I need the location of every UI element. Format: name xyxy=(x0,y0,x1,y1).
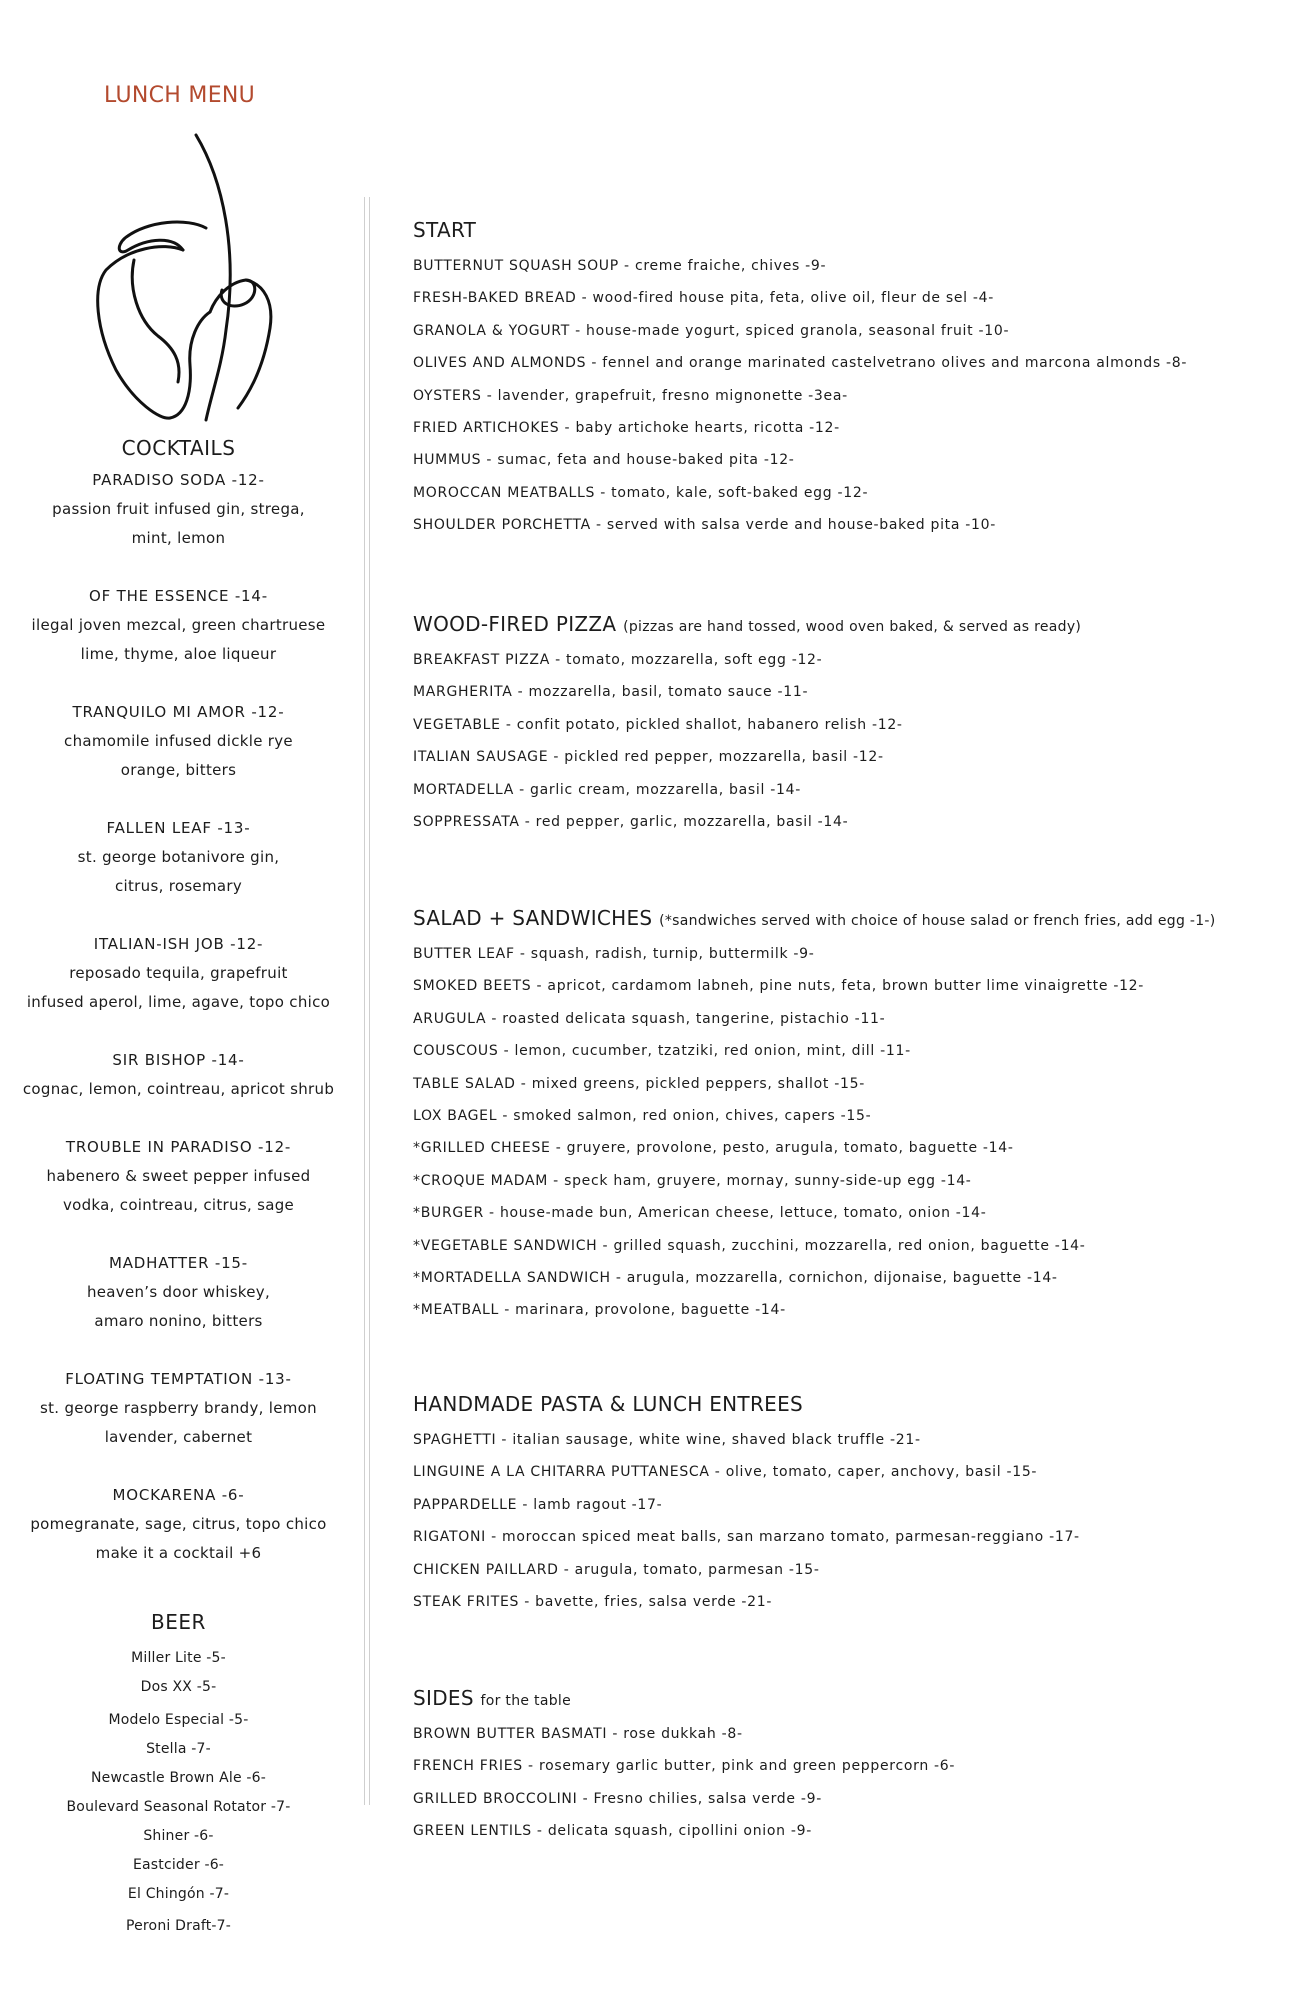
menu-item: ARUGULA - roasted delicata squash, tangerine, pistachio -11- xyxy=(413,1010,886,1027)
cocktail-ingredients: lime, thyme, aloe liqueur xyxy=(80,645,277,663)
cocktail-ingredients: citrus, rosemary xyxy=(114,877,243,895)
cocktail-item xyxy=(0,1365,357,1452)
cocktails-heading: COCKTAILS xyxy=(121,436,236,460)
beer-item: Eastcider -6- xyxy=(132,1857,225,1873)
cocktail-item xyxy=(0,1133,357,1220)
cocktail-name: FALLEN LEAF -13- xyxy=(106,819,251,837)
beer-item: Modelo Especial -5- xyxy=(108,1712,249,1728)
menu-item: *GRILLED CHEESE - gruyere, provolone, pesto, arugula, tomato, baguette -14- xyxy=(413,1140,1014,1157)
section-heading xyxy=(413,612,1273,636)
cocktail-item xyxy=(0,814,357,901)
menu-item: *VEGETABLE SANDWICH - grilled squash, zucchini, mozzarella, red onion, baguette -14- xyxy=(413,1237,1086,1254)
cocktail-item xyxy=(0,466,357,553)
beer-heading: BEER xyxy=(151,1610,206,1634)
beer-item: Newcastle Brown Ale -6- xyxy=(90,1770,267,1786)
menu-item: MOROCCAN MEATBALLS - tomato, kale, soft-baked egg -12- xyxy=(413,484,869,501)
menu-item: FRESH-BAKED BREAD - wood-fired house pita, feta, olive oil, fleur de sel -4- xyxy=(413,290,995,307)
cocktail-item xyxy=(0,1249,357,1336)
cocktail-item xyxy=(0,1046,357,1104)
section-heading xyxy=(413,218,1273,242)
menu-item: LINGUINE A LA CHITARRA PUTTANESCA - olive, tomato, caper, anchovy, basil -15- xyxy=(413,1464,1038,1481)
pizza-note: (pizzas are hand tossed, wood oven baked, & served as ready) xyxy=(623,619,1082,635)
cocktail-ingredients: mint, lemon xyxy=(131,529,226,547)
menu-item: OLIVES AND ALMONDS - fennel and orange marinated castelvetrano olives and marcona almonds -8- xyxy=(413,355,1188,372)
cocktail-ingredients: chamomile infused dickle rye xyxy=(64,732,293,750)
section-heading xyxy=(413,1392,1273,1416)
sides-heading: SIDES xyxy=(413,1686,474,1710)
menu-item: SHOULDER PORCHETTA - served with salsa verde and house-baked pita -10- xyxy=(413,517,997,534)
menu-item: *MEATBALL - marinara, provolone, baguette -14- xyxy=(413,1302,786,1319)
salad-heading: SALAD + SANDWICHES xyxy=(413,906,653,930)
beer-item: Miller Lite -5- xyxy=(131,1650,226,1666)
cocktail-ingredients: orange, bitters xyxy=(120,761,237,779)
menu-item: FRENCH FRIES - rosemary garlic butter, pink and green peppercorn -6- xyxy=(413,1758,956,1775)
menu-item: CHICKEN PAILLARD - arugula, tomato, parmesan -15- xyxy=(413,1561,820,1578)
pizza-section xyxy=(413,612,1273,838)
section-heading xyxy=(413,906,1273,930)
cocktail-ingredients: st. george raspberry brandy, lemon xyxy=(40,1399,317,1417)
salad-sandwiches-section xyxy=(413,906,1273,1327)
cocktail-item xyxy=(0,698,357,785)
menu-item: *CROQUE MADAM - speck ham, gruyere, mornay, sunny-side-up egg -14- xyxy=(413,1172,972,1189)
cocktail-name: OF THE ESSENCE -14- xyxy=(89,587,268,605)
cocktail-ingredients: passion fruit infused gin, strega, xyxy=(52,500,305,518)
menu-item: GRANOLA & YOGURT - house-made yogurt, spiced granola, seasonal fruit -10- xyxy=(413,322,1010,339)
sides-note: for the table xyxy=(480,1693,571,1709)
menu-item: VEGETABLE - confit potato, pickled shallot, habanero relish -12- xyxy=(413,716,903,733)
section-heading xyxy=(413,1686,1273,1710)
pasta-heading: HANDMADE PASTA & LUNCH ENTREES xyxy=(413,1392,804,1416)
cocktail-ingredients: reposado tequila, grapefruit xyxy=(69,964,288,982)
cocktails-section xyxy=(0,436,357,1597)
start-section xyxy=(413,218,1273,542)
pasta-section xyxy=(413,1392,1273,1618)
cocktail-ingredients: infused aperol, lime, agave, topo chico xyxy=(26,993,331,1011)
menu-item: OYSTERS - lavender, grapefruit, fresno mignonette -3ea- xyxy=(413,387,848,404)
menu-item: GREEN LENTILS - delicata squash, cipollini onion -9- xyxy=(413,1823,812,1840)
cocktail-ingredients: cognac, lemon, cointreau, apricot shrub xyxy=(22,1080,335,1098)
beer-item: Stella -7- xyxy=(146,1741,211,1757)
menu-item: BROWN BUTTER BASMATI - rose dukkah -8- xyxy=(413,1726,743,1742)
menu-item: MORTADELLA - garlic cream, mozzarella, basil -14- xyxy=(413,781,801,798)
cocktail-ingredients: ilegal joven mezcal, green chartruese xyxy=(31,616,326,634)
menu-item: SMOKED BEETS - apricot, cardamom labneh, pine nuts, feta, brown butter lime vinaigrette -12- xyxy=(413,978,1145,995)
menu-item: SPAGHETTI - italian sausage, white wine, shaved black truffle -21- xyxy=(413,1432,921,1448)
menu-item: GRILLED BROCCOLINI - Fresno chilies, salsa verde -9- xyxy=(413,1790,822,1807)
cocktail-item xyxy=(0,930,357,1017)
menu-title: LUNCH MENU xyxy=(104,83,256,108)
cocktail-name: PARADISO SODA -12- xyxy=(92,471,265,489)
menu-item: PAPPARDELLE - lamb ragout -17- xyxy=(413,1496,663,1513)
cocktail-name: FLOATING TEMPTATION -13- xyxy=(65,1370,292,1388)
cocktail-name: TRANQUILO MI AMOR -12- xyxy=(72,703,285,721)
pizza-heading: WOOD-FIRED PIZZA xyxy=(413,612,617,636)
start-heading: START xyxy=(413,218,477,242)
menu-item: *BURGER - house-made bun, American cheese, lettuce, tomato, onion -14- xyxy=(413,1205,987,1222)
menu-item: COUSCOUS - lemon, cucumber, tzatziki, red onion, mint, dill -11- xyxy=(413,1043,911,1060)
beer-item: Dos XX -5- xyxy=(140,1679,217,1695)
cocktail-item xyxy=(0,1481,357,1568)
menu-item: TABLE SALAD - mixed greens, pickled peppers, shallot -15- xyxy=(413,1075,865,1092)
menu-item: *MORTADELLA SANDWICH - arugula, mozzarella, cornichon, dijonaise, baguette -14- xyxy=(413,1270,1058,1287)
beer-item: Peroni Draft-7- xyxy=(125,1918,232,1934)
cocktail-ingredients: make it a cocktail +6 xyxy=(95,1544,262,1562)
menu-item: STEAK FRITES - bavette, fries, salsa verde -21- xyxy=(413,1594,773,1611)
cocktail-name: SIR BISHOP -14- xyxy=(112,1051,245,1069)
cocktail-ingredients: habenero & sweet pepper infused xyxy=(46,1167,311,1185)
cocktail-name: MOCKARENA -6- xyxy=(112,1486,245,1504)
menu-item: BUTTERNUT SQUASH SOUP - creme fraiche, chives -9- xyxy=(413,258,827,274)
cocktail-name: TROUBLE IN PARADISO -12- xyxy=(65,1138,292,1156)
cocktail-ingredients: lavender, cabernet xyxy=(104,1428,253,1446)
cocktail-name: ITALIAN-ISH JOB -12- xyxy=(93,935,264,953)
cocktail-ingredients: pomegranate, sage, citrus, topo chico xyxy=(30,1515,327,1533)
column-divider xyxy=(364,197,370,1805)
menu-item: LOX BAGEL - smoked salmon, red onion, chives, capers -15- xyxy=(413,1108,872,1125)
beer-item: Boulevard Seasonal Rotator -7- xyxy=(66,1799,291,1815)
cocktail-ingredients: st. george botanivore gin, xyxy=(77,848,280,866)
cocktail-ingredients: vodka, cointreau, citrus, sage xyxy=(62,1196,295,1214)
menu-item: HUMMUS - sumac, feta and house-baked pita -12- xyxy=(413,452,795,469)
cocktail-ingredients: amaro nonino, bitters xyxy=(94,1312,263,1330)
beer-item: Shiner -6- xyxy=(143,1828,214,1844)
salad-note: (*sandwiches served with choice of house salad or french fries, add egg -1-) xyxy=(659,913,1216,929)
menu-item: FRIED ARTICHOKES - baby artichoke hearts, ricotta -12- xyxy=(413,420,840,437)
cocktail-item xyxy=(0,582,357,669)
menu-item: BUTTER LEAF - squash, radish, turnip, buttermilk -9- xyxy=(413,946,815,962)
cocktail-ingredients: heaven’s door whiskey, xyxy=(86,1283,271,1301)
menu-item: SOPPRESSATA - red pepper, garlic, mozzarella, basil -14- xyxy=(413,814,849,831)
menu-item: ITALIAN SAUSAGE - pickled red pepper, mozzarella, basil -12- xyxy=(413,749,884,766)
sides-section xyxy=(413,1686,1273,1848)
menu-item: BREAKFAST PIZZA - tomato, mozzarella, soft egg -12- xyxy=(413,652,823,668)
menu-item: MARGHERITA - mozzarella, basil, tomato sauce -11- xyxy=(413,684,809,701)
cocktail-name: MADHATTER -15- xyxy=(109,1254,248,1272)
beer-item: El Chingón -7- xyxy=(127,1886,230,1902)
line-art-face-icon xyxy=(88,130,288,430)
beer-section xyxy=(0,1610,357,1934)
menu-item: RIGATONI - moroccan spiced meat balls, san marzano tomato, parmesan-reggiano -17- xyxy=(413,1529,1080,1546)
